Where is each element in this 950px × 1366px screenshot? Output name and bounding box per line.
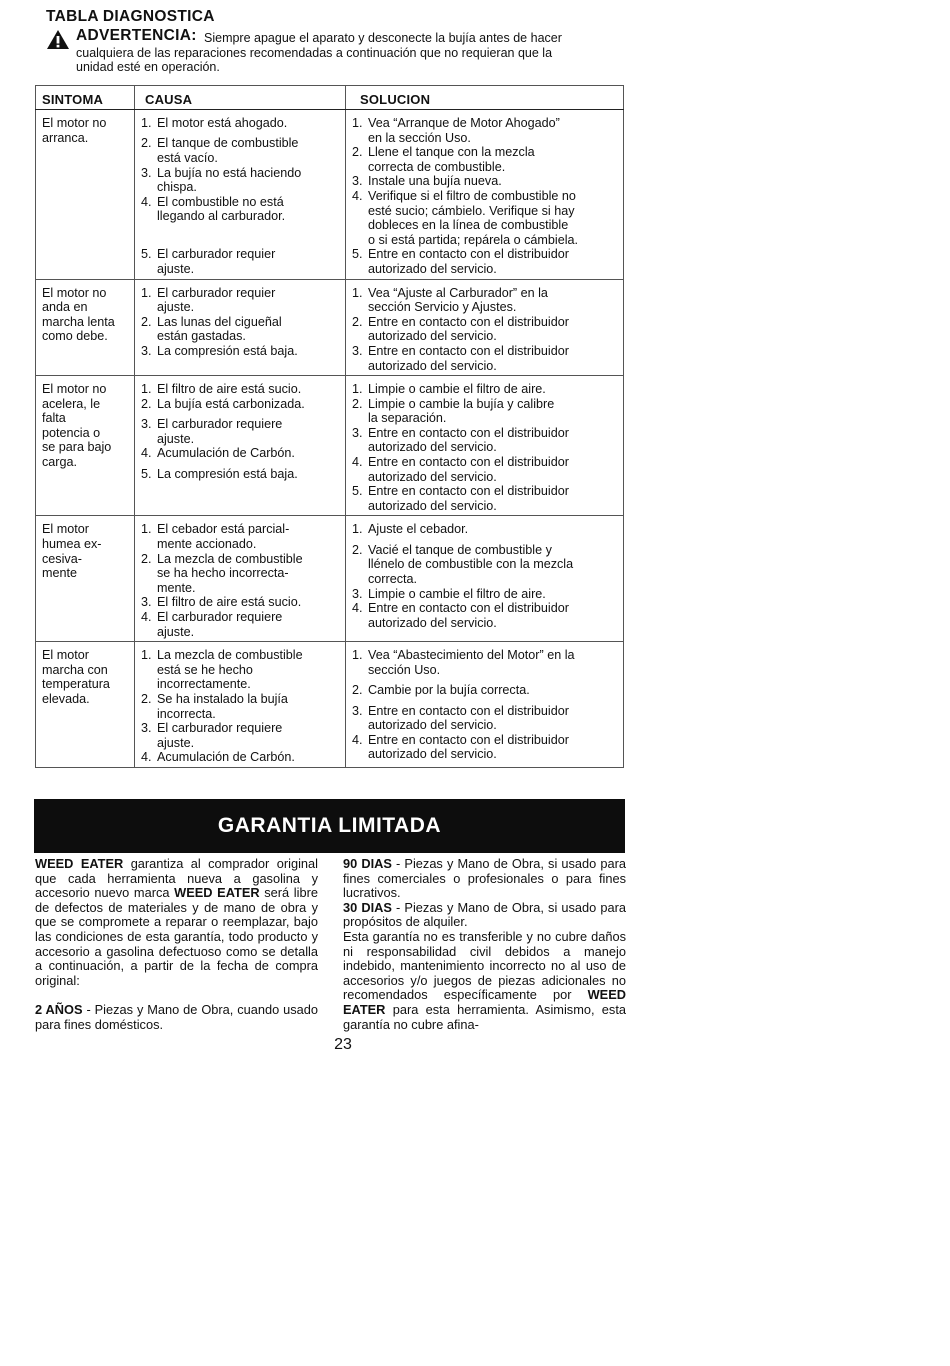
warranty-left-column [35,857,318,1032]
solution-number: 4. [352,601,363,616]
solution-line: autorizado del servicio. [368,718,497,733]
cause-line: La bujía está carbonizada. [157,396,305,411]
solution-number: 3. [352,174,363,189]
cause-number: 3. [141,165,152,180]
solution-line: sección Servicio y Ajustes. [368,300,517,315]
solution-text [368,286,617,315]
solution-text [368,601,617,630]
solution-line: Verifique si el filtro de combustible no [368,188,576,203]
cause-line: ajuste. [157,735,195,750]
symptom-line: humea ex- [42,537,102,552]
cause-item [141,522,339,551]
cause-text [157,286,339,315]
cause-text [157,750,339,765]
cause-line: La compresión está baja. [157,343,298,358]
solution-text [368,174,617,189]
symptom-line: se para bajo [42,440,112,455]
cause-cell [135,376,346,516]
cause-cell [135,110,346,280]
solution-line: correcta. [368,572,417,587]
cause-item [141,417,339,446]
cause-line: mente accionado. [157,537,257,552]
cause-item [141,247,339,276]
warning-icon [46,29,70,50]
warning-line-2: cualquiera de las reparaciones recomendadas a continuación que no requieran que la [76,45,553,60]
table-row [36,110,624,280]
solution-number: 5. [352,484,363,499]
solution-line: Entre en contacto con el distribuidor [368,703,569,718]
symptom-line: temperatura [42,677,110,692]
solution-number: 3. [352,586,363,601]
cause-line: se ha hecho incorrecta- [157,566,289,581]
cause-line: mente. [157,580,196,595]
solution-text [368,733,617,762]
cause-line: La bujía no está haciendo [157,165,302,180]
solution-item [352,315,617,344]
symptom-cell [36,279,135,376]
solution-number: 1. [352,285,363,300]
symptom-line: acelera, le [42,396,101,411]
solution-item [352,145,617,174]
warning-text [76,31,624,75]
solution-line: autorizado del servicio. [368,329,497,344]
solution-line: autorizado del servicio. [368,498,497,513]
solution-number: 5. [352,247,363,262]
solution-item [352,648,617,677]
symptom-cell [36,642,135,768]
solution-line: autorizado del servicio. [368,261,497,276]
symptom-line: anda en [42,300,88,315]
solution-line: Limpie o cambie la bujía y calibre [368,396,555,411]
solution-line: autorizado del servicio. [368,358,497,373]
cause-item [141,595,339,610]
cause-number: 1. [141,285,152,300]
cause-line: El carburador requier [157,247,276,262]
header-sintoma: SINTOMA [36,86,135,110]
solution-item [352,344,617,373]
cause-text [157,692,339,721]
cause-line: El motor está ahogado. [157,116,288,130]
solution-item [352,543,617,587]
cause-text [157,247,339,276]
cause-text [157,417,339,446]
table-header-row [36,86,624,110]
cause-number: 4. [141,750,152,765]
cause-text [157,595,339,610]
page-number: 23 [334,1036,352,1053]
solution-text [368,247,617,276]
cause-item [141,721,339,750]
cause-line: Se ha instalado la bujía [157,691,288,706]
cause-number: 1. [141,382,152,397]
solution-line: Entre en contacto con el distribuidor [368,601,569,616]
cause-item [141,446,339,461]
cause-line: El carburador requiere [157,610,283,624]
solution-line: Vea “Arranque de Motor Ahogado” [368,116,560,130]
warranty-banner: GARANTIA LIMITADA [34,799,625,853]
cause-cell [135,642,346,768]
solution-line: Limpie o cambie el filtro de aire. [368,382,546,397]
solution-number: 2. [352,542,363,557]
cause-item [141,136,339,165]
solution-item [352,683,617,698]
cause-text [157,648,339,692]
solution-line: esté sucio; cámbielo. Verifique si hay [368,203,575,218]
symptom-line: El motor [42,648,89,663]
solution-item [352,397,617,426]
table-row [36,516,624,642]
solution-line: autorizado del servicio. [368,469,497,484]
cause-text [157,344,339,359]
cause-item [141,648,339,692]
solution-text [368,522,617,537]
solution-number: 2. [352,314,363,329]
symptom-line: marcha lenta [42,314,115,329]
page-title: TABLA DIAGNOSTICA [46,8,215,25]
cause-number: 5. [141,466,152,481]
cause-item [141,397,339,412]
solution-text [368,704,617,733]
warning-line-1: Siempre apague el aparato y desconecte la bujía antes de hacer [204,31,562,45]
warranty-term-2-years: 2 AÑOS - Piezas y Mano de Obra, cuando usado para fines domésticos. [35,1001,319,1032]
warranty-intro: WEED EATER garantiza al comprador original que cada herramienta nueva a gasolina y accesorio nuevo marca WEED EATER será libre de defectos de materiales y de mano de obra y que se compromete a reparar o reemplazar, bajo las condiciones de esta garantía, todo producto y accesorio a gasolina defectuoso como se detalla a continuación, a partir de la fecha de compra original: [35,856,318,988]
cause-line: incorrecta. [157,706,216,721]
cause-text [157,552,339,596]
solution-text [368,455,617,484]
cause-text [157,721,339,750]
cause-line: La mezcla de combustible [157,648,303,663]
cause-number: 2. [141,396,152,411]
cause-item [141,315,339,344]
cause-item [141,382,339,397]
cause-number: 3. [141,417,152,432]
symptom-line: cesiva- [42,551,82,566]
symptom-line: El motor [42,522,89,537]
header-solucion: SOLUCION [346,86,624,110]
solution-number: 1. [352,522,363,537]
solution-item [352,601,617,630]
cause-cell [135,279,346,376]
cause-text [157,610,339,639]
solution-line: Ajuste el cebador. [368,522,469,537]
warning-label: ADVERTENCIA: [76,27,197,44]
cause-line: Las lunas del cigueñal [157,314,282,329]
symptom-line: arranca. [42,130,89,145]
solution-line: correcta de combustible. [368,159,506,174]
cause-line: está se he hecho [157,662,253,677]
solution-line: Entre en contacto con el distribuidor [368,314,569,329]
solution-item [352,382,617,397]
table-row [36,279,624,376]
solution-text [368,382,617,397]
symptom-line: El motor no [42,116,107,130]
solution-text [368,315,617,344]
solution-item [352,704,617,733]
solution-text [368,344,617,373]
solution-line: Entre en contacto con el distribuidor [368,455,569,470]
cause-line: El cebador está parcial- [157,522,290,537]
solution-cell [346,279,624,376]
solution-cell [346,376,624,516]
solution-text [368,397,617,426]
solution-line: autorizado del servicio. [368,615,497,630]
cause-line: ajuste. [157,300,195,315]
solution-text [368,116,617,145]
cause-line: El carburador requiere [157,721,283,736]
solution-item [352,426,617,455]
solution-item [352,484,617,513]
warranty-term-90-days: 90 DIAS - Piezas y Mano de Obra, si usado para fines comerciales o profesionales o para fines lucrativos. [343,856,626,901]
solution-item [352,189,617,247]
cause-item [141,195,339,224]
warranty-term-30-days: 30 DIAS - Piezas y Mano de Obra, si usado para propósitos de alquiler. [343,899,626,930]
solution-item [352,116,617,145]
cause-line: está vacío. [157,151,218,166]
solution-line: sección Uso. [368,662,441,677]
solution-line: la separación. [368,411,447,426]
cause-number: 5. [141,247,152,262]
solution-text [368,145,617,174]
solution-number: 3. [352,343,363,358]
cause-line: El combustible no está [157,194,284,209]
brand-name: WEED EATER [35,856,124,871]
cause-line: El filtro de aire está sucio. [157,382,302,397]
cause-text [157,315,339,344]
cause-number: 1. [141,522,152,537]
warning-line-3: unidad esté en operación. [76,60,220,74]
symptom-line: El motor no [42,382,107,397]
solution-number: 4. [352,188,363,203]
cause-number: 1. [141,116,152,130]
cause-line: El carburador requier [157,285,276,300]
solution-item [352,587,617,602]
solution-line: Vacié el tanque de combustible y [368,542,552,557]
solution-line: dobleces en la línea de combustible [368,218,569,233]
cause-line: ajuste. [157,261,195,276]
cause-number: 4. [141,194,152,209]
solution-line: Vea “Abastecimiento del Motor” en la [368,648,575,663]
solution-line: Entre en contacto con el distribuidor [368,343,569,358]
cause-line: ajuste. [157,624,195,639]
cause-item [141,116,339,131]
cause-number: 3. [141,721,152,736]
solution-line: autorizado del servicio. [368,747,497,762]
solution-cell [346,642,624,768]
cause-line: Acumulación de Carbón. [157,446,295,461]
solution-item [352,522,617,537]
cause-line: El filtro de aire está sucio. [157,595,302,610]
solution-line: llénelo de combustible con la mezcla [368,557,574,572]
brand-name: WEED EATER [343,987,626,1017]
solution-number: 2. [352,396,363,411]
cause-text [157,397,339,412]
solution-text [368,648,617,677]
warranty-exclusions: Esta garantía no es transferible y no cubre daños ni responsabilidad civil debidos a manejo indebido, mantenimiento incorrecto no al uso de accesorios y/o juegos de piezas adicionales no recomendados específicamente por WEED EATER para esta herramienta. Asimismo, esta garantía no cubre afina- [343,928,626,1032]
cause-number: 1. [141,648,152,663]
solution-number: 3. [352,425,363,440]
symptom-cell [36,516,135,642]
solution-number: 4. [352,732,363,747]
solution-number: 1. [352,382,363,397]
symptom-line: marcha con [42,662,108,677]
solution-line: en la sección Uso. [368,130,471,145]
cause-item [141,344,339,359]
cause-item [141,552,339,596]
solution-line: Limpie o cambie el filtro de aire. [368,586,546,601]
warranty-right-column [343,857,626,1032]
solution-line: Entre en contacto con el distribuidor [368,484,569,499]
cause-line: El tanque de combustible [157,136,299,151]
solution-line: Entre en contacto con el distribuidor [368,732,569,747]
cause-line: El carburador requiere [157,417,283,432]
solution-line: Cambie por la bujía correcta. [368,683,530,698]
table-row [36,376,624,516]
cause-text [157,446,339,461]
solution-text [368,426,617,455]
solution-line: Entre en contacto con el distribuidor [368,425,569,440]
cause-line: ajuste. [157,431,195,446]
solution-item [352,247,617,276]
symptom-line: mente [42,566,78,581]
solution-item [352,286,617,315]
cause-number: 4. [141,610,152,624]
cause-line: La compresión está baja. [157,466,298,481]
solution-number: 1. [352,648,363,663]
solution-cell [346,110,624,280]
cause-item [141,750,339,765]
cause-text [157,467,339,482]
cause-number: 3. [141,595,152,610]
solution-text [368,543,617,587]
brand-name: WEED EATER [174,885,260,901]
cause-line: incorrectamente. [157,677,251,692]
cause-line: La mezcla de combustible [157,551,303,566]
cause-text [157,116,339,131]
solution-line: Llene el tanque con la mezcla [368,145,535,160]
cause-number: 4. [141,446,152,461]
cause-line: Acumulación de Carbón. [157,750,295,765]
solution-line: Instale una bujía nueva. [368,174,502,189]
cause-item [141,166,339,195]
header-causa: CAUSA [135,86,346,110]
solution-item [352,174,617,189]
solution-line: Entre en contacto con el distribuidor [368,247,569,262]
cause-number: 2. [141,691,152,706]
solution-line: Vea “Ajuste al Carburador” en la [368,285,548,300]
solution-text [368,683,617,698]
cause-text [157,382,339,397]
cause-item [141,286,339,315]
solution-text [368,189,617,247]
cause-line: llegando al carburador. [157,209,286,224]
symptom-line: carga. [42,455,78,470]
solution-cell [346,516,624,642]
solution-item [352,455,617,484]
cause-number: 3. [141,343,152,358]
solution-number: 2. [352,145,363,160]
cause-cell [135,516,346,642]
cause-item [141,692,339,721]
cause-text [157,166,339,195]
symptom-line: El motor no [42,285,107,300]
symptom-line: elevada. [42,691,90,706]
solution-text [368,587,617,602]
cause-text [157,195,339,224]
cause-line: están gastadas. [157,329,246,344]
solution-text [368,484,617,513]
solution-number: 1. [352,116,363,130]
solution-line: autorizado del servicio. [368,440,497,455]
symptom-line: potencia o [42,425,101,440]
table-row [36,642,624,768]
solution-line: o si está partida; repárela o cámbiela. [368,232,579,247]
cause-line: chispa. [157,180,197,195]
solution-number: 3. [352,703,363,718]
cause-item [141,610,339,639]
symptom-cell [36,376,135,516]
symptom-line: falta [42,411,66,426]
cause-text [157,136,339,165]
cause-item [141,467,339,482]
solution-number: 4. [352,455,363,470]
cause-number: 2. [141,551,152,566]
symptom-line: como debe. [42,329,108,344]
solution-number: 2. [352,683,363,698]
cause-number: 2. [141,314,152,329]
symptom-cell [36,110,135,280]
diagnostic-table [35,85,624,768]
cause-number: 2. [141,136,152,151]
cause-text [157,522,339,551]
solution-item [352,733,617,762]
